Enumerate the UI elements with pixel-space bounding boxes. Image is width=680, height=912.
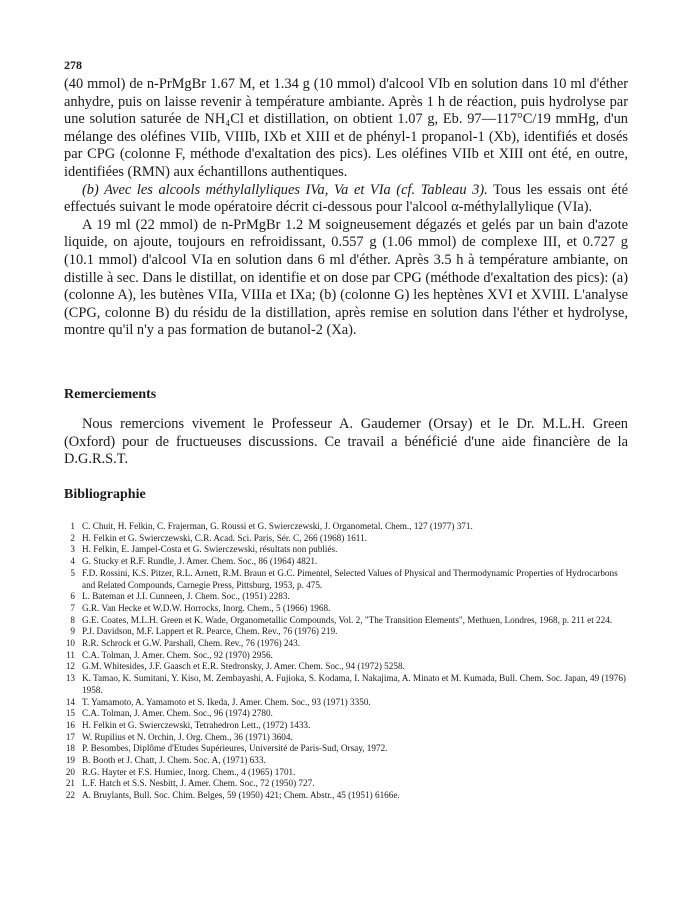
bibliography-heading: Bibliographie — [64, 487, 146, 502]
paragraph-text: (40 mmol) de n-PrMgBr 1.67 M, et 1.34 g (10 mmol) d'alcool VIb en solution dans 10 ml d'éther anhydre, puis on laisse revenir à température ambiante. Après 1 h de réaction, puis hydrolyse par une solution saturée de NH₄Cl et distillation, on obtient 1.07 g, Eb. 97—117°C/19 mmHg, d'un mélange des oléfines VIIb, VIIIb, IXb et XIII et de phényl-1 propanol-1 (Xb), identifiés et dosés par CPG (colonne F, méthode d'exaltation des pics). Les oléfines VIIb et XIII ont été, en outre, identifiées (RMN) aux échantillons authentiques. — [64, 76, 628, 180]
reference-number: 1 — [70, 521, 75, 531]
reference-number: 7 — [70, 602, 75, 613]
reference-number: 22 — [65, 790, 75, 801]
paragraph-text: Tous les essais ont été effectués suivant le mode opératoire décrit ci-dessous pour l'alcool α-méthylallylique (VIa). — [64, 181, 628, 216]
acknowledgements-text: Nous remercions vivement le Professeur A. Gaudemer (Orsay) et le Dr. M.L.H. Green (Oxford) pour de fructueuses discussions. Ce travail a bénéficié d'une aide financière de la D.G.R.S.T. — [64, 416, 628, 468]
reference-text: F.D. Rossini, K.S. Pitzer, R.L. Arnett, R.M. Braun et G.C. Pimentel, Selected Values of Physical and Thermodynamic Properties of Hydrocarbons and Related Compounds, Carnegie Press, Pittsburg, 1953, p. 475. — [82, 567, 618, 590]
reference-text: B. Booth et J. Chatt, J. Chem. Soc. A, (1971) 633. — [82, 755, 266, 766]
reference-text: W. Rupilius et N. Orchin, J. Org. Chem., 36 (1971) 3604. — [82, 731, 293, 742]
reference-number: 10 — [65, 638, 75, 649]
reference-text: G.M. Whitesides, J.F. Gaasch et E.R. Stedronsky, J. Amer. Chem. Soc., 94 (1972) 5258. — [82, 661, 405, 672]
reference-item — [58, 661, 630, 673]
reference-item — [58, 603, 630, 615]
reference-text: C.A. Tolman, J. Amer. Chem. Soc., 96 (1974) 2780. — [82, 708, 273, 719]
reference-number: 13 — [65, 673, 75, 684]
reference-number: 12 — [65, 661, 75, 672]
paragraph — [64, 182, 628, 217]
reference-text: H. Felkin, E. Jampel-Costa et G. Swierczewski, résultats non publiés. — [82, 544, 338, 555]
paragraph — [64, 76, 628, 182]
reference-item — [58, 591, 630, 603]
reference-item — [58, 778, 630, 790]
reference-item — [58, 732, 630, 744]
paragraph-text: A 19 ml (22 mmol) de n-PrMgBr 1.2 M soigneusement dégazés et gelés par un bain d'azote liquide, on ajoute, toujours en refroidissant, 0.557 g (1.06 mmol) de complexe III, et 0.727 g (10.1 mmol) d'alcool VIa en solution dans 6 ml d'éther. Après 3.5 h à température ambiante, on distille à sec. Dans le distillat, on identifie et on dose par CPG (méthode d'exaltation des pics): (a) (colonne A), les butènes VIIa, VIIIa et IXa; (b) (colonne G) les heptènes XVI et XVIII. L'analyse (CPG, colonne B) du résidu de la distillation, après remise en solution dans l'éther et hydrolyse, montre qu'il n'y a pas formation de butanol-2 (Xa). — [64, 216, 628, 339]
reference-item — [58, 626, 630, 638]
reference-item — [58, 767, 630, 779]
reference-text: R.G. Hayter et F.S. Humiec, Inorg. Chem., 4 (1965) 1701. — [82, 766, 296, 777]
reference-text: L.F. Hatch et S.S. Nesbitt, J. Amer. Chem. Soc., 72 (1950) 727. — [82, 778, 315, 789]
reference-text: G.R. Van Hecke et W.D.W. Horrocks, Inorg. Chem., 5 (1966) 1968. — [82, 602, 331, 613]
reference-text: P.J. Davidson, M.F. Lappert et R. Pearce, Chem. Rev., 76 (1976) 219. — [82, 626, 338, 637]
reference-item — [58, 556, 630, 568]
reference-text: C. Chuit, H. Felkin, C. Frajerman, G. Roussi et G. Swierczewski, J. Organometal. Chem., 127 (1977) 371. — [82, 521, 473, 531]
reference-number: 18 — [65, 743, 75, 754]
reference-number: 5 — [70, 567, 75, 578]
reference-text: G.E. Coates, M.L.H. Green et K. Wade, Organometallic Compounds, Vol. 2, "The Transition Elements", Methuen, Londres, 1968, p. 211 et 224. — [82, 614, 613, 625]
reference-number: 17 — [65, 731, 75, 742]
reference-number: 21 — [65, 778, 75, 789]
reference-text: H. Felkin et G. Swierczewski, Tetrahedron Lett., (1972) 1433. — [82, 719, 311, 730]
reference-text: K. Tamao, K. Sumitani, Y. Kiso, M. Zembayashi, A. Fujioka, S. Kodama, I. Nakajima, A. Minato et M. Kumada, Bull. Chem. Soc. Japan, 49 (1976) 1958. — [82, 673, 626, 695]
reference-text: C.A. Tolman, J. Amer. Chem. Soc., 92 (1970) 2956. — [82, 649, 273, 660]
reference-number: 9 — [70, 626, 75, 637]
reference-item — [58, 521, 630, 533]
reference-text: A. Bruylants, Bull. Soc. Chim. Belges, 59 (1950) 421; Chem. Abstr., 45 (1951) 6166e. — [82, 790, 400, 801]
reference-number: 20 — [65, 766, 75, 777]
reference-number: 6 — [70, 591, 75, 602]
reference-item — [58, 568, 630, 591]
reference-number: 15 — [65, 708, 75, 719]
reference-item — [58, 755, 630, 767]
reference-text: R.R. Schrock et G.W. Parshall, Chem. Rev., 76 (1976) 243. — [82, 638, 301, 649]
reference-item — [58, 533, 630, 545]
experimental-section — [64, 76, 628, 340]
reference-item — [58, 708, 630, 720]
reference-item — [58, 720, 630, 732]
reference-item — [58, 697, 630, 709]
reference-number: 8 — [70, 614, 75, 625]
reference-item — [58, 743, 630, 755]
reference-item — [58, 673, 630, 696]
reference-item — [58, 790, 630, 802]
reference-number: 4 — [70, 556, 75, 567]
reference-item — [58, 544, 630, 556]
reference-list — [58, 521, 630, 802]
reference-number: 2 — [70, 532, 75, 543]
reference-text: G. Stucky et R.F. Rundle, J. Amer. Chem. Soc., 86 (1964) 4821. — [82, 556, 318, 567]
reference-text: P. Besombes, Diplôme d'Etudes Supérieures, Université de Paris-Sud, Orsay, 1972. — [82, 743, 388, 754]
reference-text: T. Yamamoto, A. Yamamoto et S. Ikeda, J. Amer. Chem. Soc., 93 (1971) 3350. — [82, 696, 371, 707]
paragraph — [64, 217, 628, 340]
reference-item — [58, 615, 630, 627]
reference-text: L. Bateman et J.I. Cunneen, J. Chem. Soc., (1951) 2283. — [82, 591, 290, 602]
page-number: 278 — [64, 58, 82, 72]
reference-number: 14 — [65, 696, 75, 707]
reference-number: 3 — [70, 544, 75, 555]
reference-number: 19 — [65, 755, 75, 766]
reference-number: 16 — [65, 719, 75, 730]
reference-text: H. Felkin et G. Swierczewski, C.R. Acad. Sci. Paris, Sér. C, 266 (1968) 1611. — [82, 532, 367, 543]
reference-number: 11 — [66, 649, 75, 660]
paragraph-lead: (b) Avec les alcools méthylallyliques IVa, Va et VIa (cf. Tableau 3). — [82, 181, 488, 198]
acknowledgements-heading: Remerciements — [64, 387, 157, 402]
reference-item — [58, 650, 630, 662]
reference-item — [58, 638, 630, 650]
